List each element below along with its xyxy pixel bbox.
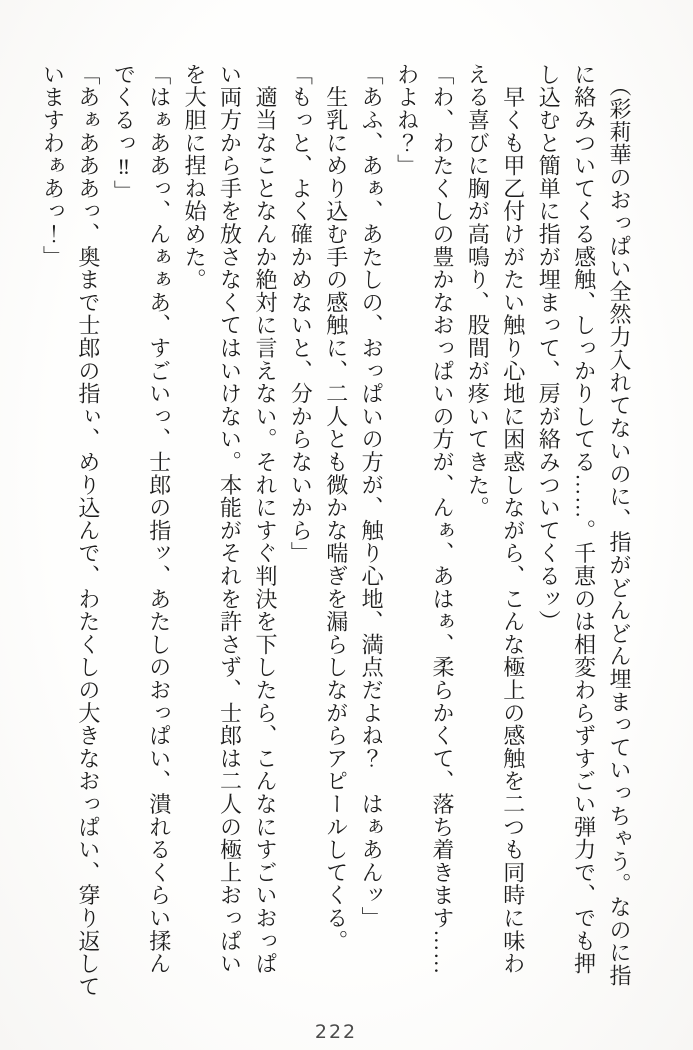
- text-line: 早くも甲乙付けがたい触り心地に困惑しながら、こんな極上の感触を二つも同時に味わ: [500, 63, 526, 975]
- text-line: わよね？」: [394, 63, 420, 177]
- vertical-text-block: [35, 63, 637, 998]
- text-line: 「あふ、あぁ、あたしの、おっぱいの方が、触り心地、満点だよね？ はぁあんッ」: [359, 63, 385, 930]
- text-line: える喜びに胸が高鳴り、股間が疼いてきた。: [465, 63, 491, 519]
- text-line: いますわぁあっ！」: [40, 63, 66, 269]
- text-line: でくるっ‼」: [111, 63, 137, 203]
- text-line: に絡みついてくる感触、しっかりしてる……。千恵のは相変わらずすごい弾力で、でも押: [571, 63, 597, 975]
- text-line: い両方から手を放さなくてはいけない。本能がそれを許さず、士郎は二人の極上おっぱい: [217, 63, 243, 975]
- text-line: 適当なことなんか絶対に言えない。それにすぐ判決を下したら、こんなにすごいおっぱ: [252, 63, 278, 975]
- page-number: 222: [314, 1021, 358, 1043]
- text-line: し込むと簡単に指が埋まって、房が絡みついてくるッ）: [536, 63, 562, 633]
- text-line: 「あぁあああっ、奥まで士郎の指ぃ、めり込んで、わたくしの大きなおっぱい、穿り返して: [75, 63, 101, 998]
- text-line: を大胆に捏ね始めた。: [182, 63, 208, 291]
- text-line: 「わ、わたくしの豊かなおっぱいの方が、んぁ、あはぁ、柔らかくて、落ち着きます……: [429, 63, 455, 975]
- text-line: （彩莉華のおっぱい全然力入れてないのに、指がどんどん埋まっていっちゃう。なのに指: [607, 63, 632, 987]
- text-line: 「もっと、よく確かめないと、分からないから」: [288, 63, 314, 565]
- text-line: 「はぁああっ、んぁぁあ、すごいっ、士郎の指ッ、あたしのおっぱい、潰れるくらい揉ん: [146, 63, 172, 975]
- text-line: 生乳にめり込む手の感触に、二人とも微かな喘ぎを漏らしながらアピールしてくる。: [323, 63, 349, 953]
